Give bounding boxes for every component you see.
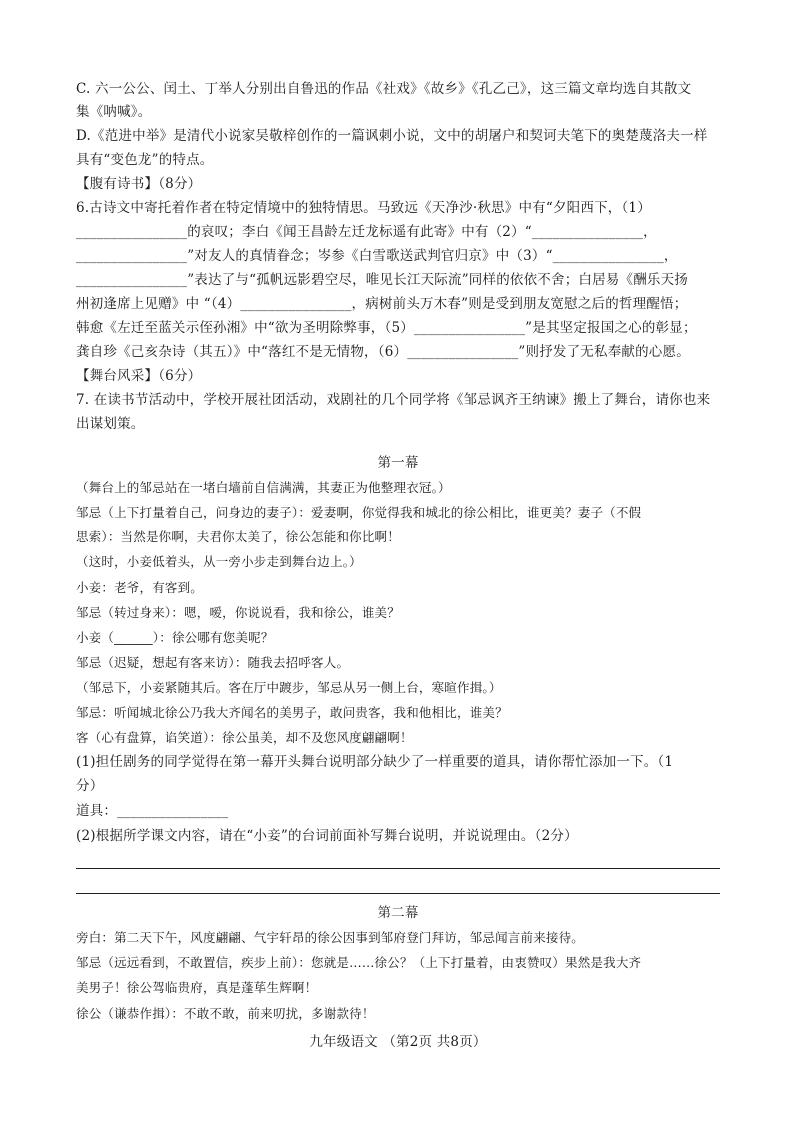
question-6-line2: ________________的哀叹；李白《闻王昌龄左迁龙标遥有此寄》中有（2）“________________， xyxy=(76,224,657,240)
act1-line: 邹忌（上下打量着自己，问身边的妻子）：爱妻啊，你觉得我和城北的徐公相比，谁更美？妻子（不假 xyxy=(76,505,642,520)
prop-answer-line[interactable]: 道具：________________ xyxy=(76,803,229,819)
section-heading-stage: 【舞台风采】（6分） xyxy=(76,368,202,384)
subquestion-2: (2)根据所学课文内容，请在“小妾”的台词前面补写舞台说明，并说说理由。（2分） xyxy=(76,828,578,844)
subquestion-1-line2: 分） xyxy=(76,778,104,794)
question-6-line3: ________________”对友人的真情眷念；岑参《白雪歌送武判官归京》中（3）“________________， xyxy=(76,248,678,264)
act1-line: 思索）：当然是你啊，夫君你太美了，徐公怎能和你比啊！ xyxy=(76,529,400,544)
question-6-line7: 龚自珍《己亥杂诗（其五）》中“落红不是无情物，（6）________________”则抒发了无私奉献的心愿。 xyxy=(76,344,690,360)
act1-line: 邹忌（迟疑，想起有客来访）：随我去招呼客人。 xyxy=(76,655,350,670)
act2-line: 旁白：第二天下午，风度翩翩、气宇轩昂的徐公因事到邹府登门拜访，邹忌闻言前来接待。 xyxy=(76,930,585,945)
option-c-line2: 集《呐喊》。 xyxy=(76,104,152,120)
act1-line: 小妾（______）：徐公哪有您美呢？ xyxy=(76,630,274,645)
question-6-line6: 韩愈《左迁至蓝关示侄孙湘》中“欲为圣明除弊事，（5）________________”是其坚定报国之心的彰显； xyxy=(76,320,697,336)
page-footer: 九年级语文 （第2页 共8页） xyxy=(309,1034,487,1050)
act1-line: 邹忌：听闻城北徐公乃我大齐闻名的美男子，敢问贵客，我和他相比，谁美？ xyxy=(76,705,508,720)
subquestion-1-line1: (1)担任剧务的同学觉得在第一幕开头舞台说明部分缺少了一样重要的道具，请你帮忙添加一下。（1 xyxy=(76,754,674,770)
option-c-line1: C. 六一公公、闰土、丁举人分别出自鲁迅的作品《社戏》《故乡》《孔乙己》，这三篇文章均选自其散文 xyxy=(76,81,692,97)
act1-line: 邹忌（转过身来）：嗯，嗳，你说说看，我和徐公，谁美？ xyxy=(76,605,400,620)
answer-rule-2[interactable] xyxy=(76,893,720,894)
option-d-line2: 具有“变色龙”的特点。 xyxy=(76,152,214,168)
question-6-line1: 6.古诗文中寄托着作者在特定情境中的独特情思。马致远《天净沙·秋思》中有“夕阳西下，（1） xyxy=(76,200,651,216)
act2-line: 邹忌（远远看到，不敢置信，疾步上前）：您就是……徐公？（上下打量着，由衷赞叹）果然是我大齐 xyxy=(76,955,642,970)
question-6-line5: 州初逢席上见赠》中 “（4）________________，病树前头万木春”则是受到朋友宽慰之后的哲理醒悟； xyxy=(76,296,688,312)
act2-title: 第二幕 xyxy=(377,905,419,921)
answer-rule-1[interactable] xyxy=(76,868,720,869)
act1-line: （舞台上的邹忌站在一堵白墙前自信满满，其妻正为他整理衣冠。） xyxy=(76,480,451,495)
question-6-line4: ________________”表达了与“孤帆远影碧空尽，唯见长江天际流”同样的依依不舍；白居易《酬乐天扬 xyxy=(76,272,689,288)
act1-title: 第一幕 xyxy=(377,455,419,471)
act2-line: 美男子！徐公驾临贵府，真是蓬荜生辉啊！ xyxy=(76,980,318,995)
act2-line: 徐公（谦恭作揖）：不敢不敢，前来叨扰，多谢款待！ xyxy=(76,1006,375,1021)
option-d-line1: D.《范进中举》是清代小说家吴敬梓创作的一篇讽刺小说，文中的胡屠户和契诃夫笔下的奥楚蔑洛夫一样 xyxy=(76,128,708,144)
act1-line: 客（心有盘算，谄笑道）：徐公虽美，却不及您风度翩翩啊！ xyxy=(76,730,413,745)
section-heading-poetry: 【腹有诗书】（8分） xyxy=(76,176,202,192)
question-7-line1: 7. 在读书节活动中，学校开展社团活动，戏剧社的几个同学将《邹忌讽齐王纳谏》搬上了舞台，请你也来 xyxy=(76,392,711,408)
question-7-line2: 出谋划策。 xyxy=(76,416,145,432)
act1-line: （这时，小妾低着头，从一旁小步走到舞台边上。） xyxy=(76,554,362,569)
act1-line: 小妾：老爷，有客到。 xyxy=(76,580,204,595)
act1-line: （邹忌下，小妾紧随其后。客在厅中踱步，邹忌从另一侧上台，寒暄作揖。） xyxy=(76,680,502,695)
